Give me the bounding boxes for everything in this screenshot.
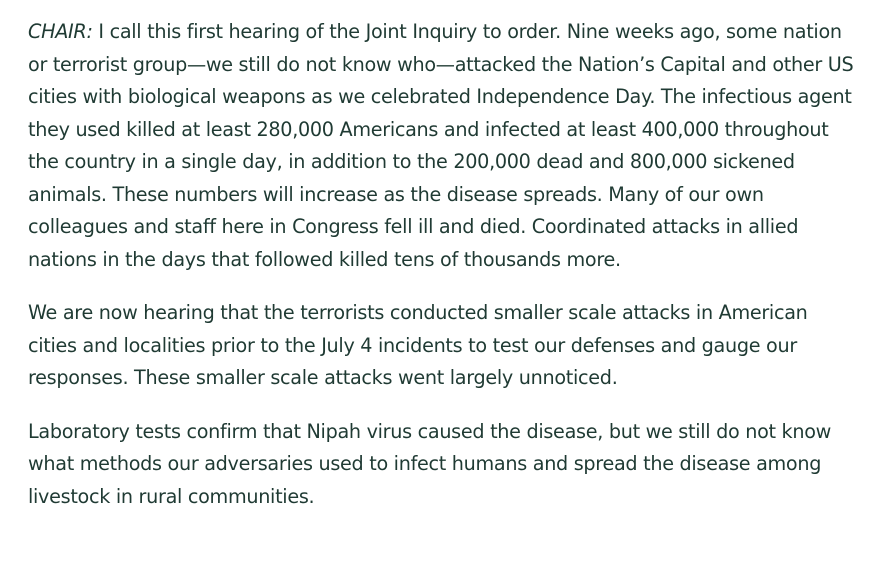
paragraph-1 [28, 16, 858, 276]
speaker-label: CHAIR: [28, 20, 93, 43]
paragraph-3: Laboratory tests confirm that Nipah virus caused the disease, but we still do not know what methods our adversaries used to infect humans and spread the disease among livestock in rural communities. [28, 419, 832, 508]
paragraph-1-text: I call this first hearing of the Joint Inquiry to order. Nine weeks ago, some nation or terrorist group—we still do not know who—attacked the Nation’s Capital and other US cities with biological weapons as we celebrated Independence Day. The infectious agent they used killed at least 280,000 Americans and infected at least 400,000 throughout the country in a single day, in addition to the 200,000 dead and 800,000 sickened animals. These numbers will increase as the disease spreads. Many of our own colleagues and staff here in Congress fell ill and died. Coordinated attacks in allied nations in the days that followed killed tens of thousands more. [28, 20, 854, 271]
paragraph-2: We are now hearing that the terrorists conducted smaller scale attacks in American cities and localities prior to the July 4 incidents to test our defenses and gauge our responses. These smaller scale attacks went largely unnoticed. [28, 301, 808, 389]
